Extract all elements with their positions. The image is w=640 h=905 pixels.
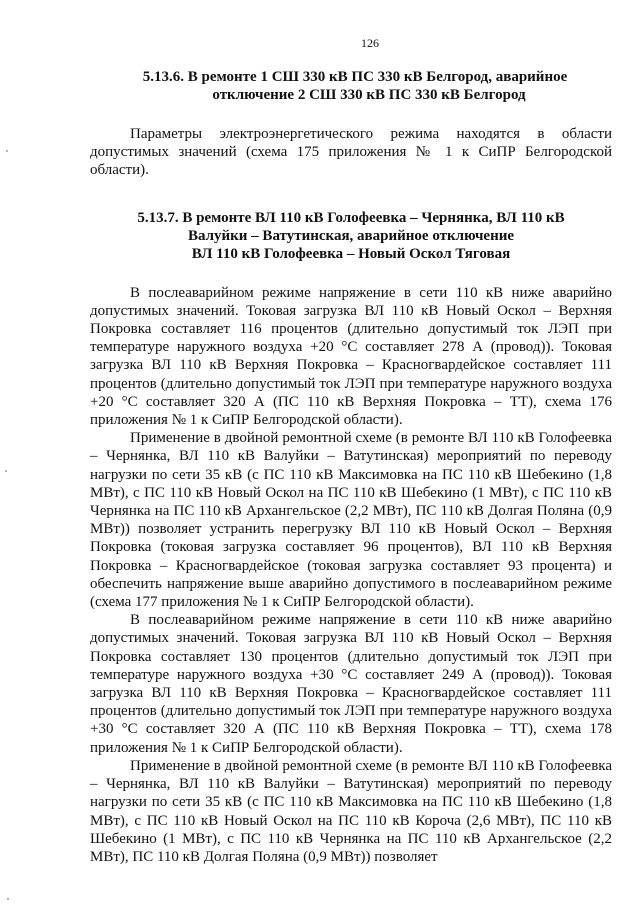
- scan-speck: [7, 898, 9, 900]
- paragraph-post-emergency-2: В послеаварийном режиме напряжение в сети 110 кВ ниже аварийно допустимых значений. Токовая загрузка ВЛ 110 кВ Новый Оскол – Верхняя Покровка составляет 130 процентов (длительно допустимый ток ЛЭП при температуре наружного воздуха +30 °С составляет 249 А (провод)). Токовая загрузка ВЛ 110 кВ Верхняя Покровка – Красногвардейское составляет 111 процентов (длительно допустимый ток ЛЭП при температуре наружного воздуха +30 °С составляет 320 А (ПС 110 кВ Верхняя Покровка – ТТ), схема 178 приложения № 1 к СиПР Белгородской области).: [90, 612, 612, 756]
- paragraph-post-emergency-1: В послеаварийном режиме напряжение в сети 110 кВ ниже аварийно допустимых значений. Токовая загрузка ВЛ 110 кВ Новый Оскол – Верхняя Покровка составляет 116 процентов (длительно допустимый ток ЛЭП при температуре наружного воздуха +20 °С составляет 278 А (провод)). Токовая загрузка ВЛ 110 кВ Верхняя Покровка – Красногвардейское составляет 111 процентов (длительно допустимый ток ЛЭП при температуре наружного воздуха +20 °С составляет 320 А (ПС 110 кВ Верхняя Покровка – ТТ), схема 176 приложения № 1 к СиПР Белгородской области).: [90, 284, 612, 429]
- section-heading-5-13-6: [90, 68, 612, 104]
- paragraph-mode-parameters: Параметры электроэнергетического режима находятся в области допустимых значений (схема 175 приложения № 1 к СиПР Белгородской области).: [90, 126, 612, 179]
- heading-line: Валуйки – Ватутинская, аварийное отключение: [187, 227, 515, 244]
- scan-speck: [6, 150, 8, 152]
- heading-line: ВЛ 110 кВ Голофеевка – Новый Оскол Тяговая: [191, 245, 511, 262]
- page-number: 126: [361, 36, 379, 50]
- heading-line: отключение 2 СШ 330 кВ ПС 330 кВ Белгород: [212, 87, 526, 103]
- document-page: [90, 36, 612, 866]
- heading-line: 5.13.7. В ремонте ВЛ 110 кВ Голофеевка – Чернянка, ВЛ 110 кВ: [137, 209, 565, 226]
- paragraph-measures-2: Применение в двойной ремонтной схеме (в ремонте ВЛ 110 кВ Голофеевка – Чернянка, ВЛ 110 кВ Валуйки – Ватутинская) мероприятий по переводу нагрузки по сети 35 кВ (с ПС 110 кВ Максимовка на ПС 110 кВ Шебекино (1,8 МВт), с ПС 110 кВ Новый Оскол на ПС 110 кВ Короча (2,6 МВт), ПС 110 кВ Шебекино (1 МВт), с ПС 110 кВ Чернянка на ПС 110 кВ Архангельское (2,2 МВт), ПС 110 кВ Долгая Поляна (0,9 МВт)) позволяет: [90, 757, 612, 865]
- paragraph-measures-1: Применение в двойной ремонтной схеме (в ремонте ВЛ 110 кВ Голофеевка – Чернянка, ВЛ 110 кВ Валуйки – Ватутинская) мероприятий по переводу нагрузки по сети 35 кВ (с ПС 110 кВ Максимовка на ПС 110 кВ Шебекино (1,8 МВт), с ПС 110 кВ Новый Оскол на ПС 110 кВ Шебекино (1 МВт), с ПС 110 кВ Чернянка на ПС 110 кВ Архангельское (2,2 МВт), ПС 110 кВ Долгая Поляна (0,9 МВт)) позволяет устранить перегрузку ВЛ 110 кВ Новый Оскол – Верхняя Покровка (токовая загрузка составляет 96 процентов), ВЛ 110 кВ Верхняя Покровка – Красногвардейское (токовая загрузка составляет 93 процента) и обеспечить напряжение выше аварийно допустимого в послеаварийном режиме (схема 177 приложения № 1 к СиПР Белгородской области).: [90, 430, 612, 611]
- scan-speck: [5, 470, 7, 472]
- section-heading-5-13-7: [90, 209, 612, 263]
- heading-line: 5.13.6. В ремонте 1 СШ 330 кВ ПС 330 кВ Белгород, аварийное: [142, 69, 568, 85]
